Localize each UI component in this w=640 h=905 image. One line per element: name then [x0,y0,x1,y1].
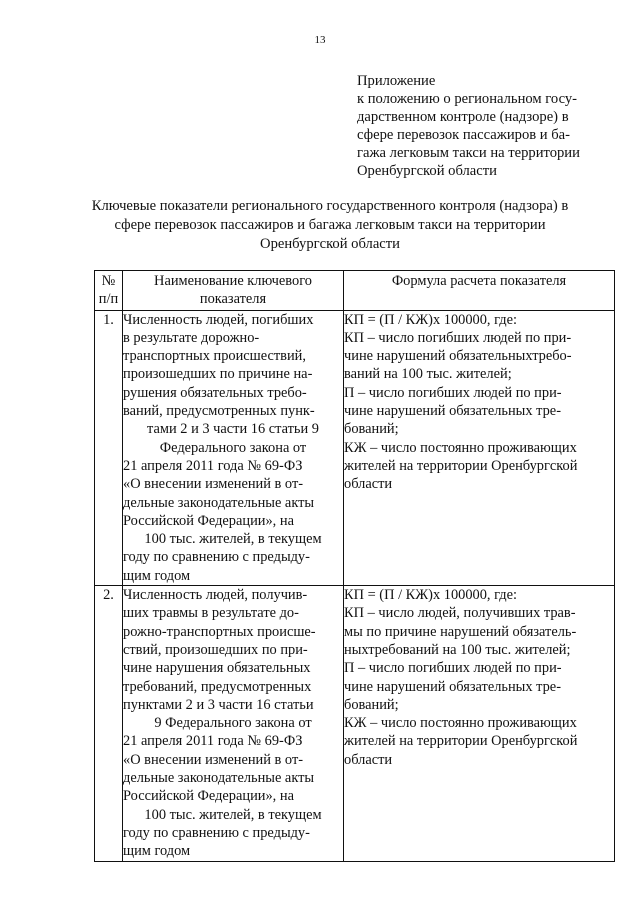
appendix-line: к положению о региональном госу- [357,91,578,107]
title-line: сфере перевозок пассажиров и багажа легковым такси на территории [114,217,546,233]
formula-line: чине нарушений обязательных тре- [344,678,561,695]
indicator-name-line: 100 тыс. жителей, в текущем [144,806,322,823]
formula-line: П – число погибших людей по при- [344,384,562,401]
indicator-name-line: ствий, произошедших по при- [123,641,308,658]
indicator-name-line: в результате дорожно- [123,329,260,346]
indicator-name-line: 9 Федерального закона от [154,715,312,732]
indicator-name-cell [123,586,344,861]
indicator-name-line: ваний, предусмотренных пунк- [123,403,315,420]
formula-line: чине нарушений обязательных тре- [344,403,561,420]
indicator-name-line: требований, предусмотренных [123,678,312,695]
formula-line: области [344,751,393,768]
indicator-name-line: транспортных происшествий, [123,348,306,365]
formula-cell [344,310,615,585]
formula-line: ваний на 100 тыс. жителей; [344,366,512,383]
formula-cell [344,586,615,861]
formula-line: КП – число людей, получивших трав- [344,605,576,622]
indicator-name-line: «О внесении изменений в от- [123,476,304,493]
formula-line: области [344,476,393,493]
header-formula [344,271,615,311]
indicator-name-line: «О внесении изменений в от- [123,751,304,768]
appendix-line: гажа легковым такси на территории [357,145,580,161]
formula-line: КП = (П / КЖ)х 100000, где: [344,587,518,604]
indicator-name-cell [123,310,344,585]
appendix-line: Оренбургской области [357,163,497,179]
indicator-name-line: щим годом [123,843,191,860]
appendix-note [357,72,619,180]
formula-line: чине нарушений обязательныхтребо- [344,348,572,365]
indicator-name-line: рожно-транспортных происше- [123,623,316,640]
indicators-table [94,270,615,862]
indicator-name-line: Российской Федерации», на [123,512,294,529]
appendix-line: дарственном контроле (надзоре) в [357,109,569,125]
indicator-name-line: 21 апреля 2011 года № 69-ФЗ [123,733,303,750]
document-title [60,197,600,254]
indicator-name-line: дельные законодательные акты [123,494,315,511]
header-name-line: Наименование ключевого [154,273,312,289]
header-number-line: № [101,273,116,289]
header-indicator-name [123,271,344,311]
header-name-line: показателя [199,291,267,308]
indicator-name-line: рушения обязательных требо- [123,384,307,401]
indicator-name-line: тами 2 и 3 части 16 статьи 9 [147,421,319,438]
table-row [95,310,615,585]
indicator-name-line: Федерального закона от [159,439,307,456]
indicator-name-line: году по сравнению с предыду- [123,824,310,841]
header-number [95,271,123,311]
appendix-line: сфере перевозок пассажиров и ба- [357,127,571,143]
page-number: 13 [314,34,326,46]
formula-line: П – число погибших людей по при- [344,660,562,677]
indicator-name-line: дельные законодательные акты [123,770,315,787]
formula-line: бований; [344,696,399,713]
formula-line: КП – число погибших людей по при- [344,329,572,346]
header-number-line: п/п [98,291,119,308]
formula-line: мы по причине нарушений обязатель- [344,623,577,640]
formula-line: КЖ – число постоянно проживающих [344,439,577,456]
indicator-name-line: Численность людей, получив- [123,587,308,604]
header-formula-line: Формула расчета показателя [391,273,567,289]
formula-line: жителей на территории Оренбургской [344,733,578,750]
indicator-name-line: Российской Федерации», на [123,788,294,805]
formula-line: бований; [344,421,399,438]
formula-line: КЖ – число постоянно проживающих [344,715,577,732]
indicator-name-line: пунктами 2 и 3 части 16 статьи [123,696,314,713]
indicator-name-line: щим годом [123,567,191,584]
title-line: Оренбургской области [260,236,400,252]
indicator-name-line: 21 апреля 2011 года № 69-ФЗ [123,457,303,474]
indicator-name-line: году по сравнению с предыду- [123,549,310,566]
row-number: 2. [95,586,123,861]
table-row [95,586,615,861]
formula-line: жителей на территории Оренбургской [344,457,578,474]
indicator-name-line: Численность людей, погибших [123,311,314,328]
table-header-row [95,271,615,311]
appendix-line: Приложение [357,73,436,89]
formula-line: ныхтребований на 100 тыс. жителей; [344,641,571,658]
indicator-name-line: ших травмы в результате до- [123,605,299,622]
formula-line: КП = (П / КЖ)х 100000, где: [344,311,518,328]
indicator-name-line: произошедших по причине на- [123,366,313,383]
title-line: Ключевые показатели регионального государственного контроля (надзора) в [91,198,569,214]
row-number: 1. [95,310,123,585]
indicator-name-line: 100 тыс. жителей, в текущем [144,531,322,548]
indicator-name-line: чине нарушения обязательных [123,660,311,677]
